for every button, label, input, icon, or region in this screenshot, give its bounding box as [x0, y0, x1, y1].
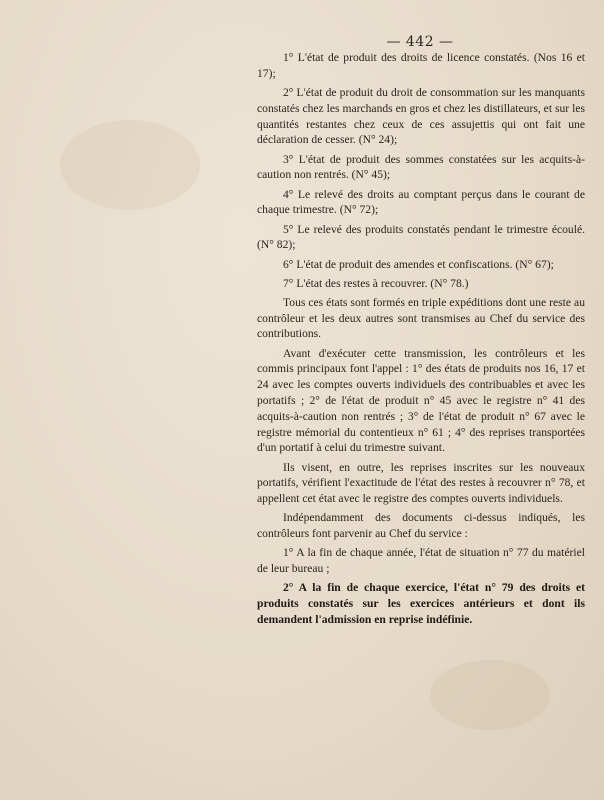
paragraph-item-5: 5° Le relevé des produits constatés pendant le trimestre écoulé. (N° 82); [257, 222, 585, 252]
paragraph-annual-state: 1° A la fin de chaque année, l'état de situation n° 77 du matériel de leur bureau ; [257, 546, 585, 576]
paragraph-item-7: 7° L'état des restes à recouvrer. (N° 78.) [283, 276, 469, 290]
paragraph-item-3: 3° L'état de produit des sommes constatées sur les acquits-à-caution non rentrés. (N° 45); [257, 152, 585, 182]
paragraph-transmission: Tous ces états sont formés en triple expéditions dont une reste au contrôleur et les deux autres sont transmises au Chef du service des contributions. [257, 295, 585, 341]
paragraph-verification: Avant d'exécuter cette transmission, les contrôleurs et les commis principaux font l'appel : 1° des états de produits nos 16, 17 et 24 avec les comptes ouverts individuels des contribuables et avec les portatifs ; 2° de l'état de produit n° 45 avec le registre n° 41 des acquits-à-caution non rentrés ; 3° de l'état de produit n° 67 avec le registre mémorial du contentieux n° 61 ; 4° des reprises transportées d'un portatif à celui du trimestre suivant. [257, 346, 585, 455]
body-text [257, 50, 585, 631]
paragraph-documents: Indépendamment des documents ci-dessus indiqués, les contrôleurs font parvenir au Chef du service : [257, 511, 585, 541]
paper-stain [60, 120, 200, 210]
paragraph-item-1: 1° L'état de produit des droits de licence constatés. (Nos 16 et 17); [257, 51, 585, 80]
paper-stain [430, 660, 550, 730]
paragraph-item-6: 6° L'état de produit des amendes et confiscations. (N° 67); [283, 257, 554, 271]
paragraph-item-4: 4° Le relevé des droits au comptant perçus dans le courant de chaque trimestre. (N° 72); [257, 187, 585, 217]
paragraph-exercise-state: 2° A la fin de chaque exercice, l'état n° 79 des droits et produits constatés sur les exercices antérieurs et dont ils demandent l'admission en reprise indéfinie. [257, 581, 585, 626]
page-number: — 442 — [386, 34, 454, 50]
paragraph-visa: Ils visent, en outre, les reprises inscrites sur les nouveaux portatifs, vérifient l'exactitude de l'état des restes à recouvrer n° 78, et appellent cet état avec le registre des comptes ouverts individuels. [257, 460, 585, 506]
paragraph-item-2: 2° L'état de produit du droit de consommation sur les manquants constatés chez les marchands en gros et chez les distillateurs, et sur les quantités restantes chez ceux de ces assujettis qui ont fait une déclaration de cesser. (N° 24); [257, 85, 585, 147]
